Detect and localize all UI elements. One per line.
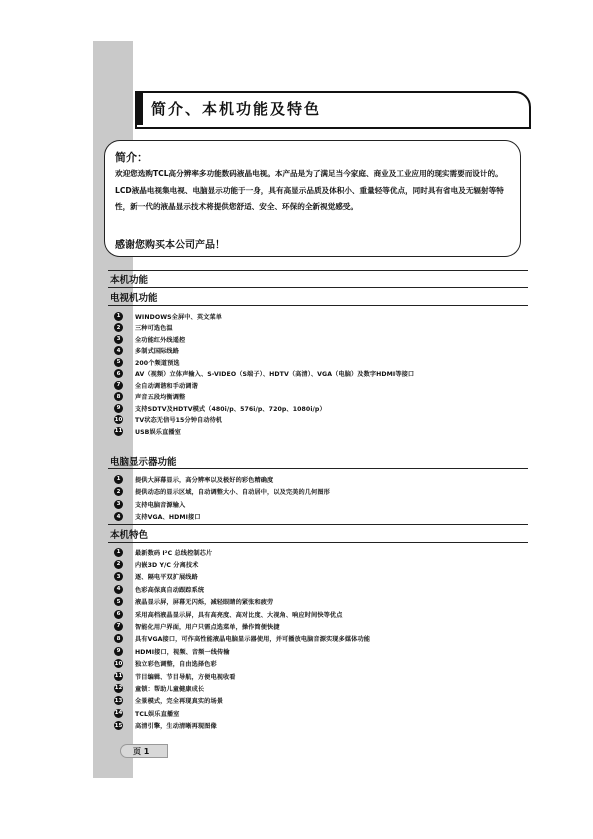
list-item: [114, 310, 222, 322]
list-item: [114, 658, 217, 670]
number-badge-icon: 15: [114, 722, 123, 729]
list-item: [114, 414, 222, 426]
list-item-text: 高清引擎，生动清晰再现图像: [135, 723, 217, 731]
list-item: [114, 633, 370, 645]
intro-heading: 简介：: [115, 151, 148, 164]
list-item: [114, 356, 180, 368]
list-item: [114, 620, 280, 632]
list-item-text: 全功能红外线遥控: [135, 336, 186, 344]
list-item: [114, 498, 185, 510]
list-item-text: 色彩高保真自动跟踪系统: [135, 586, 205, 594]
list-item-text: 全自动调谐和手动调谐: [135, 382, 198, 390]
list-item-text: 200个频道预选: [135, 359, 180, 367]
divider: [108, 305, 528, 306]
list-item: [114, 583, 204, 595]
page-number: 页 1: [120, 744, 168, 758]
list-item: [114, 546, 212, 558]
list-item-text: 智能化用户界面，用户只需点选菜单，操作简便快捷: [135, 623, 280, 631]
list-item-text: 液晶显示屏，屏幕无闪烁，减轻眼睛的紧张和疲劳: [135, 599, 274, 607]
list-item-text: USB娱乐直播室: [135, 428, 181, 436]
list-item-text: 具有VGA接口，可作高性能液晶电脑显示器使用，并可播放电脑音源实现多媒体功能: [135, 636, 371, 644]
list-item-text: 采用高档液晶显示屏，具有高亮度、高对比度、大视角、响应时间快等优点: [135, 611, 343, 619]
intro-box: [104, 140, 521, 257]
list-item-text: HDMI接口，视频、音频一线传输: [135, 648, 230, 656]
intro-closing: 感谢您购买本公司产品！: [115, 240, 225, 251]
list-item: [114, 558, 198, 570]
list-item-text: TCL娱乐直播室: [135, 710, 180, 718]
number-badge-icon: 1: [114, 312, 123, 321]
number-badge-icon: 13: [114, 697, 123, 704]
number-badge-icon: 9: [114, 404, 123, 413]
number-badge-icon: 4: [114, 585, 123, 594]
number-badge-icon: 10: [114, 416, 123, 423]
list-item-text: 节目编辑、节目导航，方便电视收看: [135, 673, 236, 681]
number-badge-icon: 9: [114, 647, 123, 656]
list-item-text: 逐、隔电平双扩展线路: [135, 574, 198, 582]
list-item-text: 最新数码 I²C 总线控制芯片: [135, 549, 213, 557]
divider: [108, 542, 528, 543]
list-item: [114, 511, 201, 523]
number-badge-icon: 8: [114, 392, 123, 401]
list-item-text: 三种可选色温: [135, 325, 173, 332]
number-badge-icon: 4: [114, 346, 123, 355]
list-item: [114, 695, 223, 707]
tv-functions-title: 电视机功能: [110, 293, 158, 304]
list-item: [114, 345, 179, 357]
list-item-text: 提供大屏幕显示，高分辨率以及极好的彩色精确度: [135, 476, 274, 484]
functions-header: 本机功能: [110, 275, 149, 286]
number-badge-icon: 2: [114, 323, 123, 332]
list-item: [114, 670, 236, 682]
list-item-text: 支持VGA、HDMI接口: [135, 514, 201, 521]
list-item: [114, 322, 173, 334]
list-item: [114, 425, 181, 437]
list-item-text: 声音五段均衡调整: [135, 394, 186, 401]
number-badge-icon: 1: [114, 548, 123, 557]
divider: [108, 287, 528, 288]
intro-body: 欢迎您选购TCL高分辨率多功能数码液晶电视。本产品是为了满足当今家庭、商业及工业应用的现实需要而设计的。LCD液晶电视集电视、电脑显示功能于一身，具有高显示品质及体积小、重量轻等优点，同时具有省电及无辐射等特性，新一代的液晶显示技术将提供您舒适、安全、环保的全新视觉感受。: [115, 169, 504, 211]
list-item-text: 内嵌3D Y/C 分离技术: [135, 561, 199, 569]
list-item: [114, 596, 273, 608]
number-badge-icon: 7: [114, 622, 123, 631]
list-item-text: 支持电脑音源输入: [135, 501, 186, 509]
list-item-text: 童锁：帮助儿童健康成长: [135, 685, 205, 693]
number-badge-icon: 5: [114, 597, 123, 606]
number-badge-icon: 3: [114, 572, 123, 581]
number-badge-icon: 1: [114, 475, 123, 484]
list-item-text: TV状态无信号15分钟自动待机: [135, 417, 223, 424]
pc-functions-title: 电脑显示器功能: [110, 457, 177, 468]
list-item: [114, 720, 217, 732]
list-item-text: 独立彩色调整，自由选择色彩: [135, 661, 217, 669]
list-item: [114, 608, 343, 620]
number-badge-icon: 11: [114, 673, 123, 679]
list-item: [114, 368, 414, 380]
number-badge-icon: 3: [114, 335, 123, 344]
list-item: [114, 391, 185, 403]
list-item: [114, 473, 273, 485]
number-badge-icon: 8: [114, 634, 123, 643]
number-badge-icon: 4: [114, 512, 123, 521]
number-badge-icon: 12: [114, 685, 123, 692]
number-badge-icon: 3: [114, 500, 123, 509]
number-badge-icon: 6: [114, 369, 123, 378]
list-item-text: WINDOWS全屏中、英文菜单: [135, 313, 222, 321]
number-badge-icon: 2: [114, 487, 123, 496]
number-badge-icon: 2: [114, 560, 123, 569]
divider: [108, 270, 528, 271]
number-badge-icon: 6: [114, 610, 123, 619]
number-badge-icon: 14: [114, 710, 123, 717]
list-item-text: AV（视频）立体声输入、S-VIDEO（S端子）、HDTV（高清）、VGA（电脑）及数字HDMI等接口: [135, 371, 415, 378]
number-badge-icon: 11: [114, 428, 123, 434]
list-item: [114, 645, 230, 657]
title-box: [135, 91, 531, 129]
list-item: [114, 571, 198, 583]
number-badge-icon: 10: [114, 660, 123, 667]
page-title: 简介、本机功能及特色: [151, 100, 322, 118]
number-badge-icon: 5: [114, 358, 123, 367]
list-item: [114, 402, 326, 414]
list-item-text: 全景模式，完全再现真实的场景: [135, 698, 224, 706]
divider: [108, 468, 528, 469]
list-item-text: 提供动态的显示区域，自动调整大小、自动居中，以及完美的几何图形: [135, 489, 330, 496]
list-item: [114, 486, 330, 498]
features-title: 本机特色: [110, 530, 149, 541]
list-item: [114, 682, 204, 694]
number-badge-icon: 7: [114, 381, 123, 390]
list-item: [114, 333, 185, 345]
list-item: [114, 379, 198, 391]
list-item-text: 支持SDTV及HDTV模式（480i/p、576i/p、720p、1080i/p）: [135, 405, 326, 413]
list-item-text: 多制式国际线路: [135, 348, 180, 355]
title-tab: [135, 91, 143, 125]
divider: [108, 524, 528, 525]
list-item: [114, 707, 179, 719]
